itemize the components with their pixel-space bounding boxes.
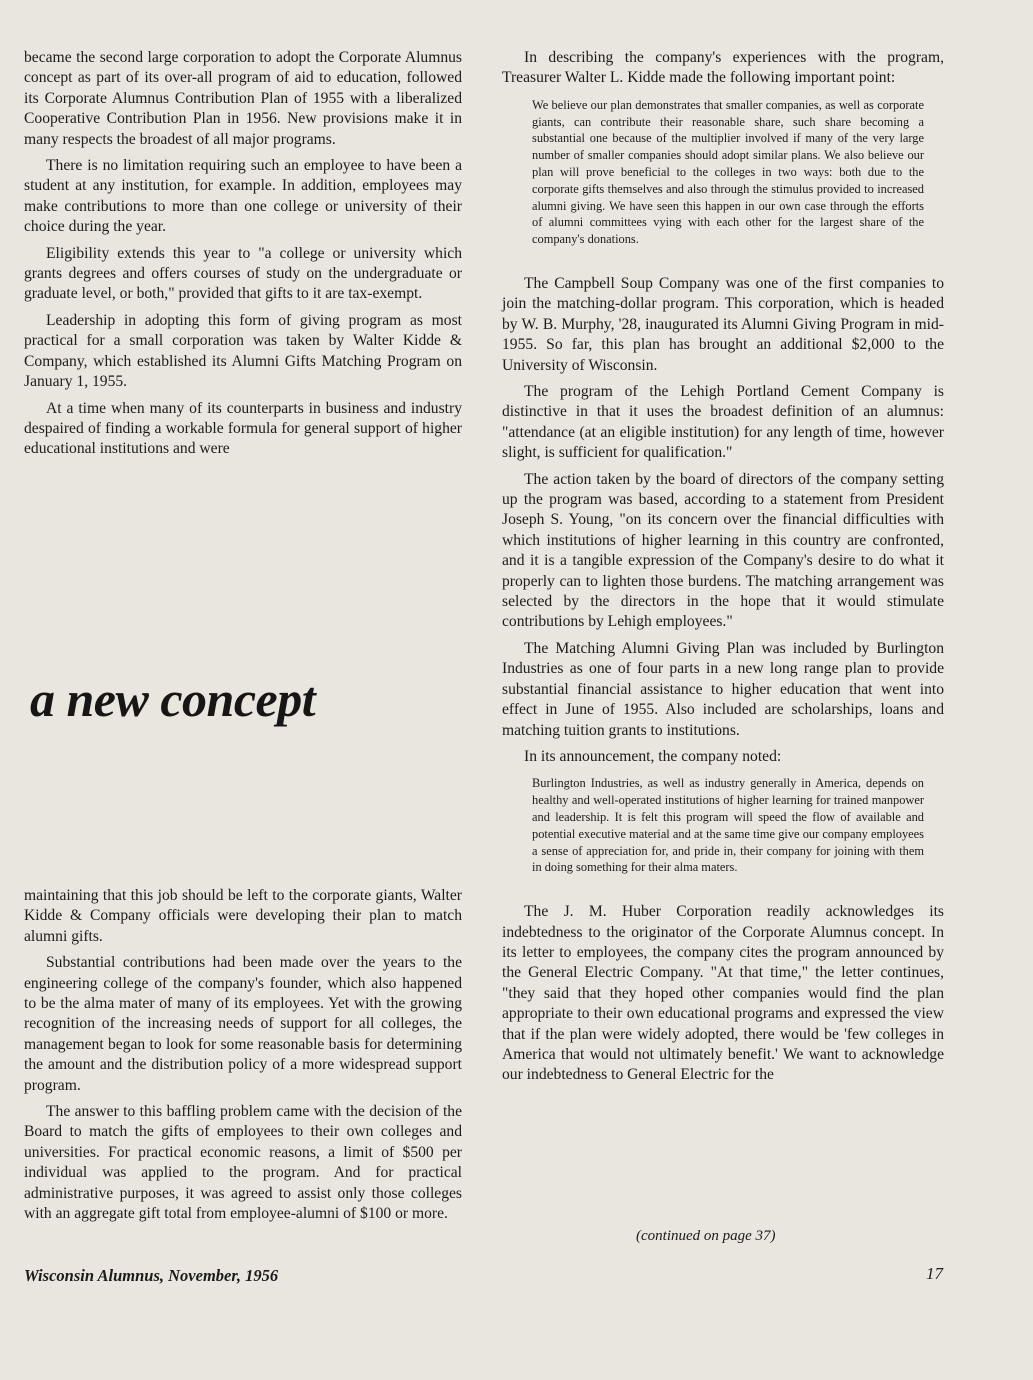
paragraph: Leadership in adopting this form of giving program as most practical for a small corporation was taken by Walter Kidde & Company, which established its Alumni Gifts Matching Program on January 1, 1955.	[24, 311, 462, 391]
paragraph: At a time when many of its counterparts in business and industry despaired of finding a workable formula for general support of higher educational institutions and were	[24, 399, 462, 458]
paragraph: The program of the Lehigh Portland Cement Company is distinctive in that it uses the broadest definition of an alumnus: "attendance (at an eligible institution) for any length of time, however slight, is sufficient for qualification."	[502, 383, 944, 462]
left-column-bottom	[24, 886, 462, 1231]
paragraph: The J. M. Huber Corporation readily acknowledges its indebtedness to the originator of the Corporate Alumnus concept. In its letter to employees, the company cites the program announced by the General Electric Company. "At that time," the letter continues, "they said that they hoped other companies would find the plan appropriate to their own educational programs and expressed the view that if the plan were widely adopted, there would be 'few colleges in America that would not ultimately benefit.' We want to acknowledge our indebtedness to General Electric for the	[502, 903, 944, 1084]
paragraph: The Campbell Soup Company was one of the first companies to join the matching-dollar program. This corporation, which is headed by W. B. Murphy, '28, inaugurated its Alumni Giving Program in mid-1955. So far, this plan has brought an additional $2,000 to the University of Wisconsin.	[502, 274, 944, 374]
left-column-top	[24, 48, 462, 466]
right-column	[502, 48, 944, 1092]
paragraph: The action taken by the board of directors of the company setting up the program was based, according to a statement from President Joseph S. Young, "on its concern over the financial difficulties with which institutions of higher learning in this country are confronted, and it is a tangible expression of the Company's desire to do what it properly can to lighten those burdens. The matching arrangement was selected by the directors in the hope that it would stimulate contributions by Lehigh employees."	[502, 470, 944, 631]
paragraph: The Matching Alumni Giving Plan was included by Burlington Industries as one of four parts in a new long range plan to provide substantial financial assistance to higher education that went into effect in June of 1955. Also included are scholarships, loans and matching tuition grants to institutions.	[502, 639, 944, 739]
paragraph: Eligibility extends this year to "a college or university which grants degrees and offers courses of study on the undergraduate or graduate level, or both," provided that gifts to it are tax-exempt.	[24, 244, 462, 303]
publication-footer: Wisconsin Alumnus, November, 1956	[24, 1266, 279, 1285]
paragraph: became the second large corporation to adopt the Corporate Alumnus concept as part of its over-all program of aid to education, followed its Corporate Alumnus Contribution Plan of 1955 with a liberalized Cooperative Contribution Plan in 1956. New provisions make it in many respects the broadest of all major programs.	[24, 49, 462, 148]
paragraph: In describing the company's experiences with the program, Treasurer Walter L. Kidde made the following important point:	[502, 49, 944, 87]
block-quote: Burlington Industries, as well as industry generally in America, depends on healthy and well-operated institutions of higher learning for trained manpower and leadership. It is felt this program will speed the flow of available and potential executive material and at the same time give our company employees a sense of appreciation for, and pride in, their company for joining with them in doing something for their alma maters.	[532, 776, 924, 875]
page-number: 17	[926, 1264, 943, 1283]
paragraph: The answer to this baffling problem came with the decision of the Board to match the gifts of employees to their own colleges and universities. For practical economic reasons, a limit of $500 per individual was applied to the program. And for practical administrative purposes, it was agreed to assist only those colleges with an aggregate gift total from employee-alumni of $100 or more.	[24, 1103, 462, 1223]
headline: a new concept	[30, 671, 316, 727]
continued-note: (continued on page 37)	[636, 1228, 776, 1244]
block-quote: We believe our plan demonstrates that smaller companies, as well as corporate giants, can contribute their reasonable share, such share becoming a substantial one because of the multiplier involved if many of the very large number of smaller companies should adopt similar plans. We also believe our plan will prove beneficial to the colleges in two ways: both due to the corporate gifts themselves and also through the stimulus provided to increased alumni giving. We have seen this happen in our own case through the efforts of alumni committees vying with each other for the largest share of the company's donations.	[532, 97, 924, 247]
paragraph: Substantial contributions had been made over the years to the engineering college of the company's founder, which also happened to be the alma mater of many of its employees. Yet with the growing recognition of the increasing needs of support for all colleges, the management began to look for some reasonable basis for determining the amount and the distribution policy of a more widespread support program.	[24, 954, 462, 1094]
paragraph: maintaining that this job should be left to the corporate giants, Walter Kidde & Company officials were developing their plan to match alumni gifts.	[24, 887, 462, 945]
paragraph: There is no limitation requiring such an employee to have been a student at any institution, for example. In addition, employees may make contributions to more than one college or university of their choice during the year.	[24, 157, 462, 236]
paragraph: In its announcement, the company noted:	[524, 747, 782, 765]
